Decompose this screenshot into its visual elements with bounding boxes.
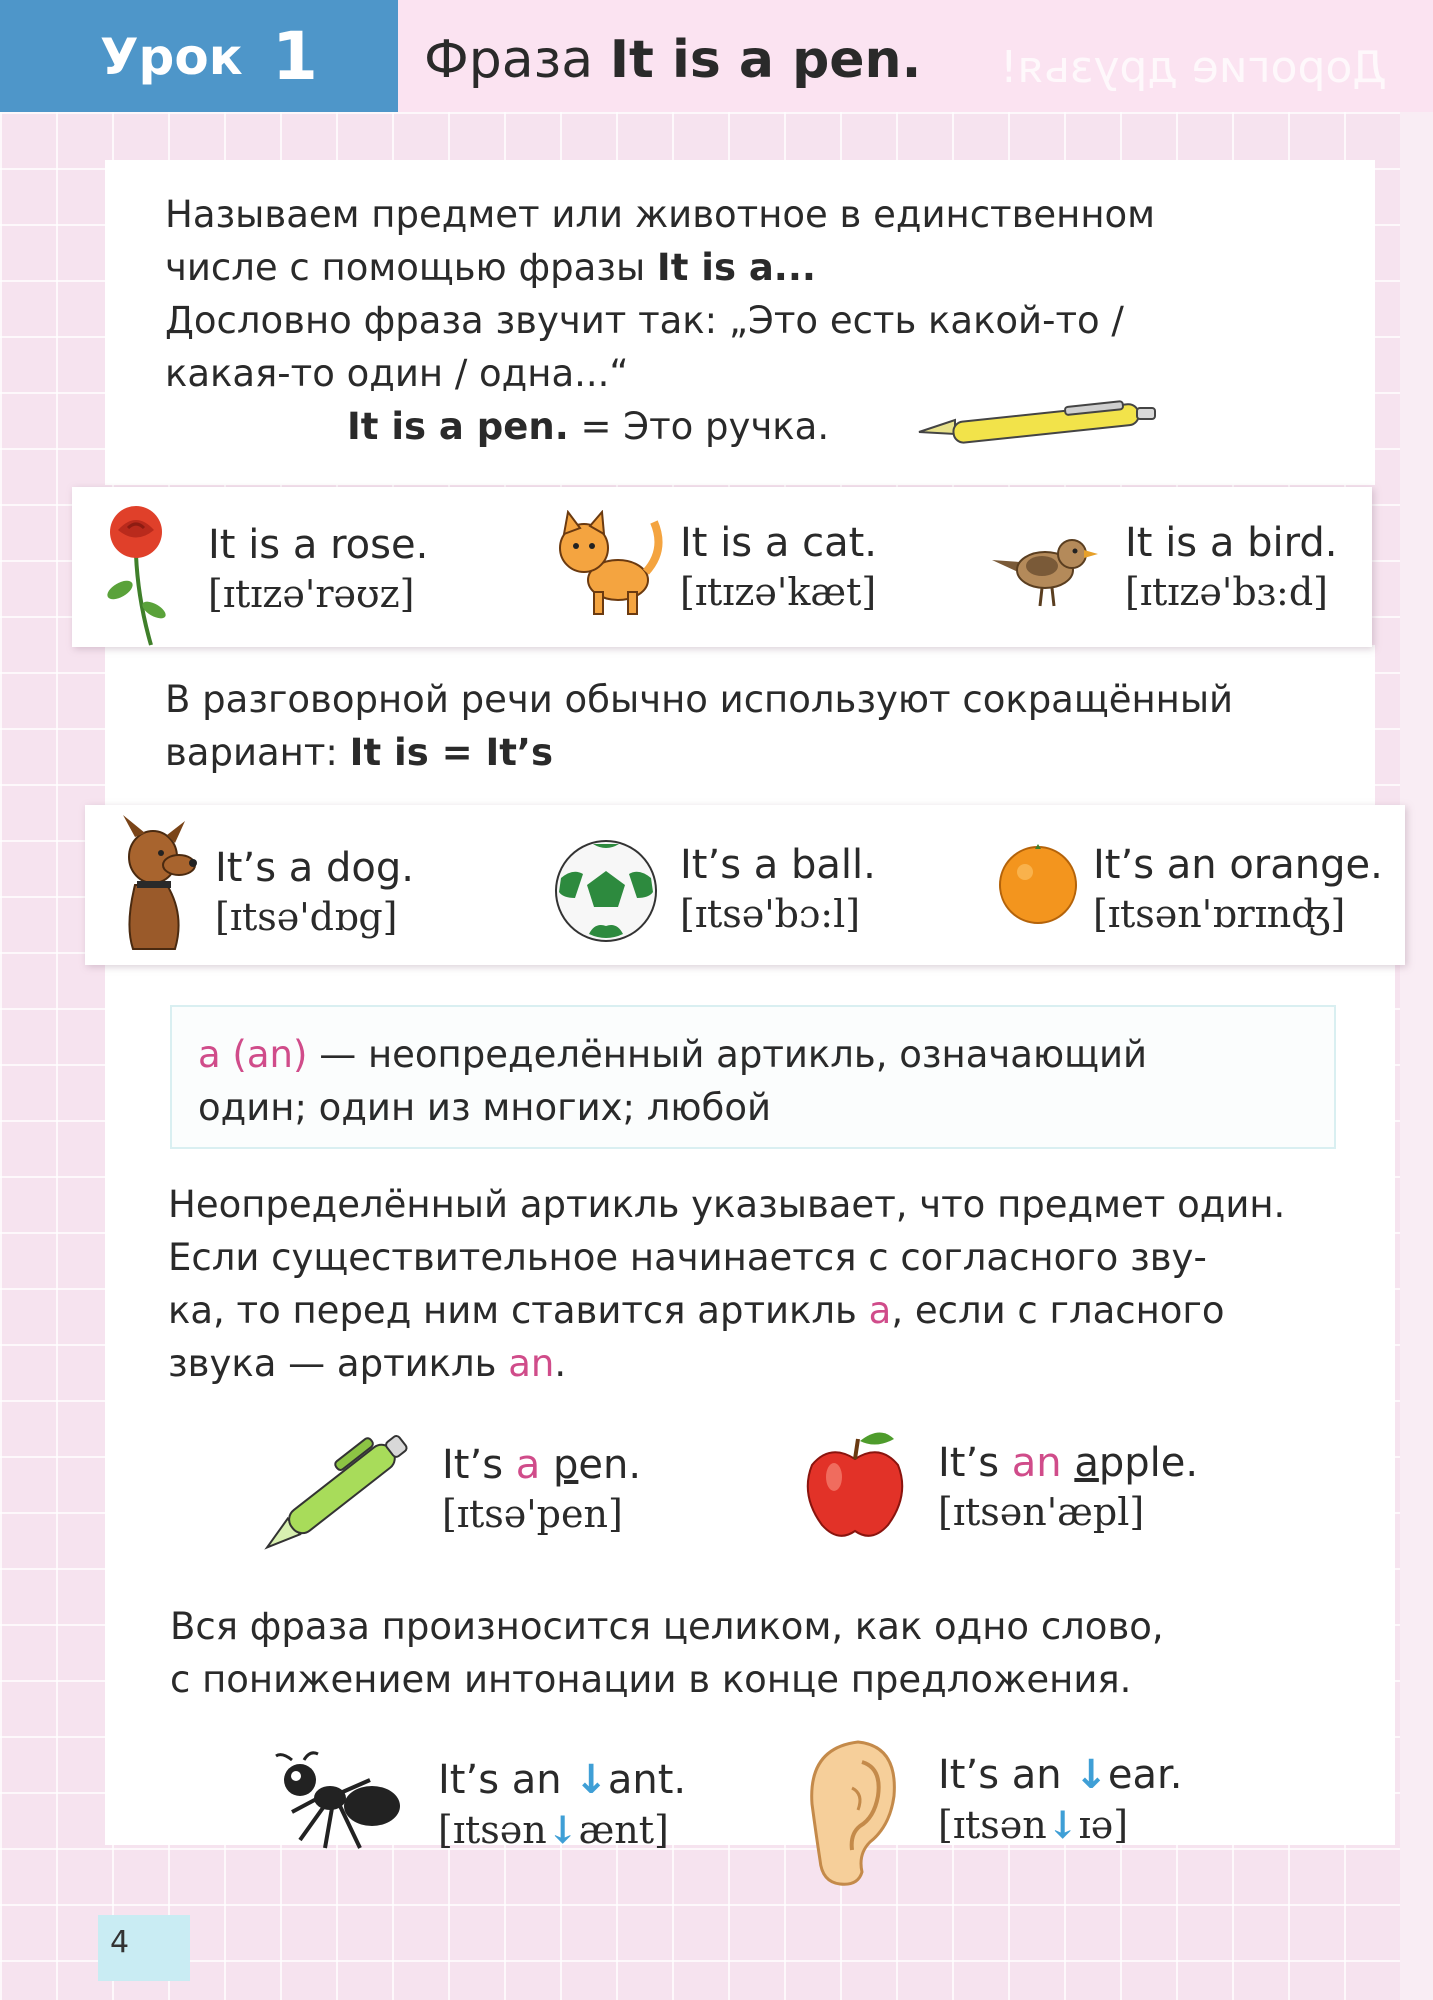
example-dog-en: It’s a dog. <box>215 845 414 891</box>
example-ant-tr: [ɪtsən↓ænt] <box>438 1807 669 1852</box>
example-pen-tr: [ɪtsə'pen] <box>442 1492 623 1536</box>
example-orange-en: It’s an orange. <box>1093 842 1383 888</box>
rule-line-3: ка, то перед ним ставится артикль a, если с гласного <box>168 1289 1225 1332</box>
down-arrow-icon: ↓ <box>546 1807 579 1852</box>
apple-icon <box>800 1425 910 1545</box>
intonation-line-1: Вся фраза произносится целиком, как одно слово, <box>170 1605 1164 1648</box>
example-dog-tr: [ɪtsə'dɒg] <box>215 895 398 939</box>
down-arrow-icon: ↓ <box>1046 1802 1079 1847</box>
title-phrase: It is a pen. <box>609 30 922 90</box>
example-rose <box>208 522 428 616</box>
example-cat <box>680 520 877 614</box>
page-title <box>424 30 921 90</box>
example-ball-tr: [ɪtsə'bɔ:l] <box>680 892 861 936</box>
example-orange <box>1093 842 1383 936</box>
example-ear <box>938 1752 1182 1847</box>
example-dog <box>215 845 414 939</box>
intro-line-2: числе с помощью фразы It is a... <box>165 246 816 289</box>
short-form-text <box>165 673 1325 779</box>
intro-line-4: какая-то один / одна...“ <box>165 352 629 395</box>
intro-line-1: Называем предмет или животное в единственном <box>165 193 1156 236</box>
title-prefix: Фраза <box>424 30 610 90</box>
intro-line-3: Дословно фраза звучит так: „Это есть какой-то / <box>165 299 1124 342</box>
short-form-line-1: В разговорной речи обычно используют сокращённый <box>165 678 1234 721</box>
definition-text <box>198 1028 1318 1134</box>
yellow-pen-icon <box>915 398 1165 444</box>
definition-line-2: один; один из многих; любой <box>198 1086 772 1129</box>
example-pen <box>442 1442 641 1536</box>
intonation-text <box>170 1600 1310 1706</box>
short-form-line-2: вариант: It is = It’s <box>165 731 554 774</box>
example-apple <box>938 1440 1198 1534</box>
example-ant <box>438 1757 686 1852</box>
down-arrow-icon: ↓ <box>1074 1752 1108 1798</box>
page-number: 4 <box>110 1925 130 1960</box>
lesson-tab <box>0 0 398 112</box>
example-ant-en: It’s an ↓ant. <box>438 1757 687 1803</box>
rule-line-2: Если существительное начинается с согласного зву- <box>168 1236 1207 1279</box>
example-apple-tr: [ɪtsən'æpl] <box>938 1490 1145 1534</box>
cat-icon <box>550 510 668 620</box>
example-bird <box>1125 520 1337 614</box>
ear-icon <box>800 1738 900 1888</box>
definition-line-1: a (an) — неопределённый артикль, означающий <box>198 1033 1148 1076</box>
ball-icon <box>553 838 659 944</box>
definition-term: a (an) <box>198 1033 308 1076</box>
orange-icon <box>995 840 1081 926</box>
example-pen-en: It’s a pen. <box>442 1442 642 1488</box>
example-ear-tr: [ɪtsən↓ɪə] <box>938 1802 1129 1847</box>
example-orange-tr: [ɪtsən'ɒrɪnʤ] <box>1093 892 1346 936</box>
ghost-text: Дорогие друзья! <box>1000 42 1387 93</box>
ant-icon <box>270 1750 410 1855</box>
right-edge <box>1400 110 1433 2000</box>
example-rose-tr: [ɪtɪzə'rəʊz] <box>208 572 415 616</box>
green-pen-icon <box>248 1425 428 1560</box>
lesson-word: Урок <box>100 28 243 86</box>
example-ear-en: It’s an ↓ear. <box>938 1752 1183 1798</box>
example-ball-en: It’s a ball. <box>680 842 876 888</box>
example-ball <box>680 842 876 936</box>
rose-icon <box>96 500 176 650</box>
dog-icon <box>105 815 200 955</box>
rule-line-4: звука — артикль an. <box>168 1342 567 1385</box>
article-rule-text <box>168 1178 1328 1390</box>
example-bird-tr: [ɪtɪzə'bɜ:d] <box>1125 570 1328 614</box>
lesson-number: 1 <box>272 18 318 95</box>
down-arrow-icon: ↓ <box>574 1757 608 1803</box>
example-apple-en: It’s an apple. <box>938 1440 1199 1486</box>
intonation-line-2: с понижением интонации в конце предложения. <box>170 1658 1132 1701</box>
rule-line-1: Неопределённый артикль указывает, что предмет один. <box>168 1183 1286 1226</box>
example-rose-en: It is a rose. <box>208 522 429 568</box>
intro-example: It is a pen. = Это ручка. <box>347 405 830 448</box>
bird-icon <box>990 530 1100 610</box>
example-cat-en: It is a cat. <box>680 520 877 566</box>
example-bird-en: It is a bird. <box>1125 520 1338 566</box>
example-cat-tr: [ɪtɪzə'kæt] <box>680 570 877 614</box>
